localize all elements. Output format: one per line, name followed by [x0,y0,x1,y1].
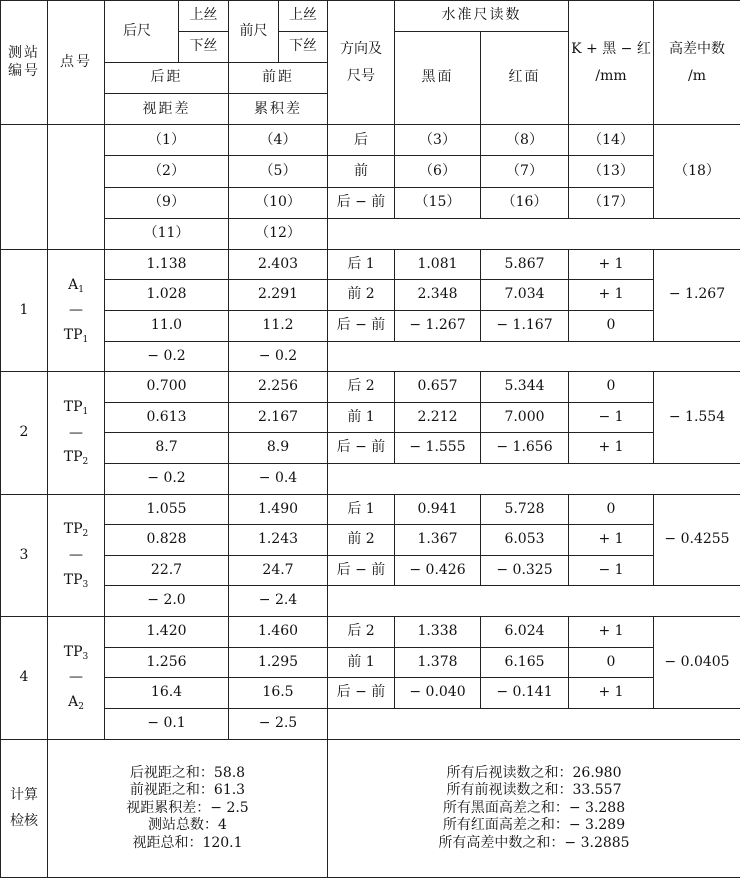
point-start-subscript: 1 [78,284,84,295]
point-end: A [68,693,79,710]
k-black-red-value: + 1 [569,525,654,556]
back-rod-value: 1.138 [105,249,229,280]
template-red-cell: （16） [481,187,569,218]
point-start: TP [63,398,83,415]
check-left-line: 视距总和：120.1 [132,834,243,851]
back-rod-value: 8.7 [105,433,229,464]
direction-value: 后 2 [328,372,395,403]
header-direction-rod: 方向及 尺号 [328,1,395,125]
front-rod-value: − 2.5 [229,708,328,739]
template-back-cell: （9） [105,187,229,218]
template-front-cell: （4） [229,125,328,156]
template-front-cell: （10） [229,187,328,218]
point-end-subscript: 3 [82,579,89,590]
direction-value: 后 − 前 [328,433,395,464]
header-back-upper-wire: 上丝 [179,1,229,32]
direction-value: 前 1 [328,647,395,678]
front-rod-value: − 0.2 [229,341,328,372]
point-no-cell [48,616,105,739]
point-no-cell [48,249,105,371]
red-face-value: − 1.656 [481,433,569,464]
check-left-line: 测站总数：4 [148,817,227,833]
empty-cell [328,708,740,739]
back-rod-value: − 0.2 [105,464,229,495]
height-diff-mean-value: − 0.4255 [654,494,740,586]
height-diff-mean-value: − 1.267 [654,249,740,341]
k-black-red-value: 0 [569,494,654,525]
check-left-line: 视距累积差：− 2.5 [126,799,249,816]
header-front-upper-wire: 上丝 [279,1,328,32]
point-end-subscript: 1 [82,334,89,345]
back-rod-value: 11.0 [105,311,229,342]
empty-cell [328,464,740,495]
black-face-value: − 1.267 [395,311,481,342]
red-face-value: − 0.325 [481,555,569,586]
direction-value: 后 2 [328,616,395,647]
point-start: TP [63,643,83,660]
header-back-lower-wire: 下丝 [179,32,229,63]
k-black-red-value: + 1 [569,249,654,280]
front-rod-value: 2.256 [229,372,328,403]
red-face-value: 7.000 [481,402,569,433]
k-black-red-value: 0 [569,647,654,678]
back-rod-value: − 2.0 [105,586,229,617]
back-rod-value: 1.055 [105,494,229,525]
check-left-summary [48,739,328,877]
red-face-value: 6.053 [481,525,569,556]
point-start: TP [63,521,83,538]
point-start: A [68,276,79,293]
direction-value: 前 2 [328,280,395,311]
header-back-distance: 后距 [105,63,229,94]
red-face-value: − 1.167 [481,311,569,342]
black-face-value: 1.367 [395,525,481,556]
check-right-line: 所有前视读数之和：33.557 [446,782,622,798]
template-red-cell: （8） [481,125,569,156]
direction-value: 后 1 [328,494,395,525]
station-no-cell: 3 [1,494,48,616]
front-rod-value: 1.295 [229,647,328,678]
k-black-red-value: + 1 [569,678,654,709]
station-no-cell: 1 [1,249,48,371]
check-right-line: 所有高差中数之和：− 3.2885 [438,834,630,851]
header-k-black-red: K + 黑 − 红 /mm [569,1,654,125]
direction-value: 后 1 [328,249,395,280]
back-rod-value: − 0.1 [105,708,229,739]
header-front-lower-wire: 下丝 [279,32,328,63]
point-start-subscript: 3 [82,651,89,662]
point-end-subscript: 2 [82,457,89,468]
red-face-value: − 0.141 [481,678,569,709]
template-black-cell: （15） [395,187,481,218]
point-dash: — [69,669,83,686]
direction-value: 后 − 前 [328,555,395,586]
front-rod-value: 2.291 [229,280,328,311]
back-rod-value: 0.613 [105,402,229,433]
header-back-rod: 后尺 [105,1,179,63]
header-level-reading: 水准尺读数 [395,1,569,32]
front-rod-value: − 2.4 [229,586,328,617]
template-k-cell: （14） [569,125,654,156]
header-cumulative-diff: 累积差 [229,94,328,125]
header-point-no: 点号 [48,1,105,125]
template-back-cell: （1） [105,125,229,156]
front-rod-value: 16.5 [229,678,328,709]
header-station-no: 测站 编号 [1,1,48,125]
k-black-red-value: + 1 [569,433,654,464]
front-rod-value: 11.2 [229,311,328,342]
back-rod-value: 22.7 [105,555,229,586]
check-label: 计算 检核 [1,739,48,877]
black-face-value: − 0.426 [395,555,481,586]
red-face-value: 7.034 [481,280,569,311]
station-no-cell: 2 [1,372,48,494]
red-face-value: 6.024 [481,616,569,647]
template-k-cell: （17） [569,187,654,218]
header-black-face: 黑面 [395,32,481,125]
black-face-value: 1.378 [395,647,481,678]
direction-value: 后 − 前 [328,678,395,709]
front-rod-value: 2.403 [229,249,328,280]
direction-value: 前 2 [328,525,395,556]
template-dir-cell: 后 [328,125,395,156]
point-start-subscript: 1 [82,406,89,417]
check-left-line: 后视距之和：58.8 [129,764,246,781]
point-end: TP [63,449,83,466]
height-diff-mean-value: − 0.0405 [654,616,740,708]
k-black-red-value: + 1 [569,616,654,647]
black-face-value: 2.212 [395,402,481,433]
template-front-cell: （12） [229,218,328,249]
point-dash: — [69,547,83,564]
template-mean-cell: （18） [654,125,740,218]
point-start-subscript: 2 [82,529,89,540]
front-rod-value: 24.7 [229,555,328,586]
empty-cell [328,586,740,617]
k-black-red-value: + 1 [569,280,654,311]
header-height-diff-mean: 高差中数 /m [654,1,740,125]
black-face-value: 2.348 [395,280,481,311]
point-end: TP [63,571,83,588]
header-front-rod: 前尺 [229,1,279,63]
template-dir-cell: 后 − 前 [328,187,395,218]
header-front-distance: 前距 [229,63,328,94]
k-black-red-value: − 1 [569,555,654,586]
empty-cell [328,341,740,372]
back-rod-value: 1.420 [105,616,229,647]
template-black-cell: （6） [395,156,481,187]
template-station-cell [1,125,48,249]
front-rod-value: 1.460 [229,616,328,647]
black-face-value: 0.657 [395,372,481,403]
check-right-line: 所有后视读数之和：26.980 [446,764,622,781]
point-dash: — [69,424,83,441]
red-face-value: 5.867 [481,249,569,280]
front-rod-value: 2.167 [229,402,328,433]
check-right-line: 所有红面高差之和：− 3.289 [442,817,626,833]
check-right-line: 所有黑面高差之和：− 3.288 [442,799,626,816]
template-back-cell: （11） [105,218,229,249]
template-red-cell: （7） [481,156,569,187]
direction-value: 后 − 前 [328,311,395,342]
k-black-red-value: 0 [569,311,654,342]
station-no-cell: 4 [1,616,48,739]
header-sight-diff: 视距差 [105,94,229,125]
black-face-value: 1.338 [395,616,481,647]
back-rod-value: 1.256 [105,647,229,678]
height-diff-mean-value: − 1.554 [654,372,740,464]
header-red-face: 红面 [481,32,569,125]
check-right-summary [328,739,740,877]
back-rod-value: 0.700 [105,372,229,403]
back-rod-value: 16.4 [105,678,229,709]
template-dir-cell: 前 [328,156,395,187]
direction-value: 前 1 [328,402,395,433]
template-back-cell: （2） [105,156,229,187]
back-rod-value: − 0.2 [105,341,229,372]
template-k-cell: （13） [569,156,654,187]
black-face-value: 1.081 [395,249,481,280]
point-end: TP [63,326,83,343]
check-left-line: 前视距之和：61.3 [129,782,246,798]
black-face-value: 0.941 [395,494,481,525]
front-rod-value: 1.490 [229,494,328,525]
front-rod-value: 1.243 [229,525,328,556]
point-no-cell [48,372,105,494]
front-rod-value: 8.9 [229,433,328,464]
k-black-red-value: 0 [569,372,654,403]
front-rod-value: − 0.4 [229,464,328,495]
point-end-subscript: 2 [78,701,84,712]
black-face-value: − 0.040 [395,678,481,709]
point-dash: — [69,302,83,319]
back-rod-value: 1.028 [105,280,229,311]
template-empty-cell [328,218,740,249]
template-front-cell: （5） [229,156,328,187]
black-face-value: − 1.555 [395,433,481,464]
point-no-cell [48,494,105,616]
template-black-cell: （3） [395,125,481,156]
red-face-value: 6.165 [481,647,569,678]
k-black-red-value: − 1 [569,402,654,433]
red-face-value: 5.728 [481,494,569,525]
template-point-cell [48,125,105,249]
back-rod-value: 0.828 [105,525,229,556]
red-face-value: 5.344 [481,372,569,403]
